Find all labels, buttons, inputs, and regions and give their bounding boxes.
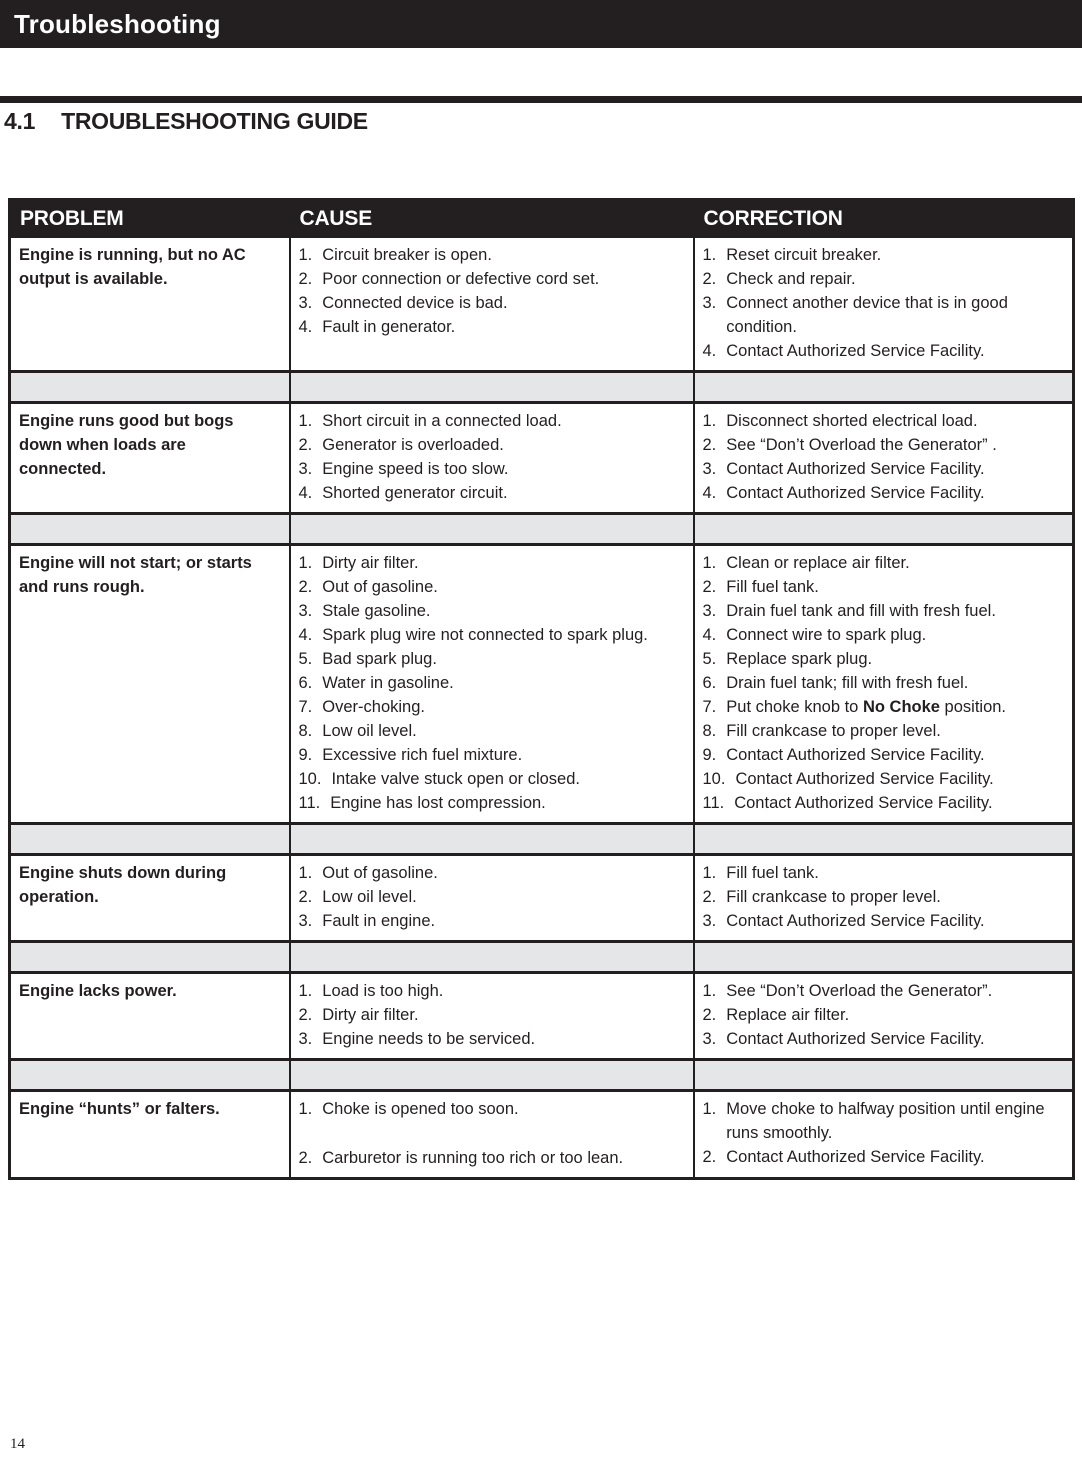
list-item — [299, 267, 685, 291]
cause-cell — [290, 237, 694, 372]
list-item — [703, 647, 1065, 671]
separator-cell — [694, 372, 1074, 403]
list-item — [703, 719, 1065, 743]
list-item — [703, 551, 1065, 575]
list-item-number: 5. — [702, 650, 717, 668]
list-item-text: Contact Authorized Service Facility. — [726, 746, 985, 764]
list-item-text: Out of gasoline. — [322, 578, 438, 596]
list-item — [299, 861, 685, 885]
list-item — [299, 743, 685, 767]
list-item — [299, 767, 685, 791]
list-item — [703, 599, 1065, 623]
list-item-text: Disconnect shorted electrical load. — [726, 412, 978, 430]
list-item — [703, 671, 1065, 695]
list-item-text: Reset circuit breaker. — [726, 246, 882, 264]
separator-cell — [290, 372, 694, 403]
list-item — [703, 409, 1065, 433]
list-item-text: See “Don’t Overload the Generator”. — [726, 982, 993, 1000]
list-item-number: 1. — [298, 412, 313, 430]
correction-cell — [694, 1091, 1074, 1179]
page-header-title: Troubleshooting — [14, 9, 221, 39]
list-item — [299, 885, 685, 909]
separator-cell — [290, 514, 694, 545]
list-item — [299, 791, 685, 815]
problem-cell: Engine will not start; or starts and runs rough. — [10, 545, 290, 824]
section-number: 4.1 — [4, 108, 36, 134]
separator-cell — [694, 942, 1074, 973]
troubleshooting-table — [8, 198, 1075, 1180]
table-row — [10, 545, 1074, 824]
list-item-text: Water in gasoline. — [322, 674, 454, 692]
list-item-text: Contact Authorized Service Facility. — [726, 342, 985, 360]
list-item-number: 2. — [298, 578, 313, 596]
list-item — [299, 551, 685, 575]
list-item-text: Load is too high. — [322, 982, 444, 1000]
problem-cell: Engine “hunts” or falters. — [10, 1091, 290, 1179]
list-item — [299, 457, 685, 481]
list-item-number: 2. — [702, 888, 717, 906]
correction-cell — [694, 403, 1074, 514]
problem-cell: Engine lacks power. — [10, 973, 290, 1060]
separator-row — [10, 824, 1074, 855]
column-header-cause: CAUSE — [290, 200, 694, 238]
list-item-text: Drain fuel tank and fill with fresh fuel. — [726, 602, 996, 620]
separator-cell — [10, 372, 290, 403]
cause-cell — [290, 545, 694, 824]
list-item-number: 8. — [702, 722, 717, 740]
list-item — [703, 885, 1065, 909]
separator-cell — [10, 942, 290, 973]
table-header-row — [10, 200, 1074, 238]
list-item — [703, 267, 1065, 291]
list-item-number: 1. — [702, 864, 717, 882]
list-item-text: Fault in engine. — [322, 912, 436, 930]
list-item-text: Connected device is bad. — [322, 294, 508, 312]
list-item-number: 2. — [702, 270, 717, 288]
list-item-text: Spark plug wire not connected to spark plug. — [322, 626, 648, 644]
list-item-number: 4. — [298, 318, 313, 336]
list-item — [703, 575, 1065, 599]
list-item-text: Contact Authorized Service Facility. — [726, 1148, 985, 1166]
list-item-number: 2. — [702, 436, 717, 454]
list-item-number: 9. — [702, 746, 717, 764]
correction-cell — [694, 237, 1074, 372]
list-item-number: 5. — [298, 650, 313, 668]
list-item — [299, 671, 685, 695]
section-heading — [4, 108, 368, 135]
cause-cell — [290, 855, 694, 942]
list-item — [299, 599, 685, 623]
column-header-problem: PROBLEM — [10, 200, 290, 238]
list-item-text: Bad spark plug. — [322, 650, 437, 668]
list-item-number: 7. — [702, 698, 717, 716]
list-item-text: Low oil level. — [322, 722, 417, 740]
list-item-text: Contact Authorized Service Facility. — [726, 1030, 985, 1048]
list-item-text: Contact Authorized Service Facility. — [726, 460, 985, 478]
separator-row — [10, 372, 1074, 403]
separator-row — [10, 1060, 1074, 1091]
column-header-correction: CORRECTION — [694, 200, 1074, 238]
list-item-text: Carburetor is running too rich or too lean. — [322, 1149, 624, 1167]
list-item-number: 3. — [298, 602, 313, 620]
list-item — [703, 243, 1065, 267]
list-item — [703, 1027, 1065, 1051]
table-row — [10, 855, 1074, 942]
list-item-number: 9. — [298, 746, 313, 764]
list-item-number: 6. — [702, 674, 717, 692]
list-item-text: Contact Authorized Service Facility. — [726, 484, 985, 502]
list-item-text: Move choke to halfway position until engine runs smoothly. — [726, 1100, 1045, 1142]
list-item — [299, 291, 685, 315]
list-item — [703, 481, 1065, 505]
list-item — [299, 1146, 685, 1170]
list-item — [299, 719, 685, 743]
section-title: TROUBLESHOOTING GUIDE — [61, 108, 368, 134]
list-item — [703, 791, 1065, 815]
list-item-number: 3. — [702, 912, 717, 930]
cause-cell — [290, 1091, 694, 1179]
list-item-text: Excessive rich fuel mixture. — [322, 746, 523, 764]
list-item-text: Contact Authorized Service Facility. — [734, 794, 993, 812]
separator-cell — [10, 824, 290, 855]
list-item-number: 3. — [702, 294, 717, 312]
separator-cell — [290, 824, 694, 855]
list-item-number: 3. — [702, 460, 717, 478]
list-item — [299, 433, 685, 457]
list-item-number: 4. — [298, 484, 313, 502]
correction-cell — [694, 855, 1074, 942]
list-item-number: 3. — [298, 460, 313, 478]
separator-row — [10, 514, 1074, 545]
list-item-text: Fill crankcase to proper level. — [726, 722, 941, 740]
list-item — [299, 909, 685, 933]
list-item-text: Dirty air filter. — [322, 554, 419, 572]
list-item-text: Drain fuel tank; fill with fresh fuel. — [726, 674, 969, 692]
table-row — [10, 237, 1074, 372]
list-item-number: 2. — [298, 436, 313, 454]
list-item — [299, 481, 685, 505]
list-item-number: 3. — [702, 1030, 717, 1048]
list-item-number: 2. — [702, 1148, 717, 1166]
list-item-number: 1. — [298, 246, 313, 264]
list-item-text: Check and repair. — [726, 270, 856, 288]
list-item — [299, 647, 685, 671]
table-body — [10, 237, 1074, 1179]
list-item — [703, 767, 1065, 791]
list-item-number: 11. — [298, 794, 321, 812]
list-item-text: Contact Authorized Service Facility. — [735, 770, 994, 788]
list-item-text: Shorted generator circuit. — [322, 484, 508, 502]
list-item — [299, 243, 685, 267]
list-item — [299, 409, 685, 433]
list-item — [703, 1097, 1065, 1145]
list-item-number: 2. — [298, 1006, 313, 1024]
list-item-text: Over-choking. — [322, 698, 425, 716]
separator-cell — [10, 1060, 290, 1091]
page-number: 14 — [10, 1436, 25, 1452]
list-item-text: Stale gasoline. — [322, 602, 431, 620]
list-item-text: Connect another device that is in good condition. — [726, 294, 1008, 336]
separator-cell — [290, 1060, 694, 1091]
problem-cell: Engine runs good but bogs down when loads are connected. — [10, 403, 290, 514]
section-divider-rule — [0, 96, 1082, 103]
separator-cell — [10, 514, 290, 545]
list-item — [703, 909, 1065, 933]
list-item-number: 6. — [298, 674, 313, 692]
list-item-text: Engine speed is too slow. — [322, 460, 509, 478]
list-item-text: Intake valve stuck open or closed. — [331, 770, 580, 788]
list-item — [299, 1097, 685, 1121]
list-item-text: Connect wire to spark plug. — [726, 626, 927, 644]
problem-cell: Engine is running, but no AC output is available. — [10, 237, 290, 372]
list-item-text: Low oil level. — [322, 888, 417, 906]
list-item-number: 4. — [702, 484, 717, 502]
list-item-number: 1. — [298, 982, 313, 1000]
list-item — [299, 1027, 685, 1051]
list-item-text: Circuit breaker is open. — [322, 246, 492, 264]
list-item — [299, 695, 685, 719]
list-item-number: 1. — [702, 246, 717, 264]
correction-cell — [694, 973, 1074, 1060]
list-item-text: Out of gasoline. — [322, 864, 438, 882]
list-item — [299, 575, 685, 599]
list-item — [703, 623, 1065, 647]
list-item-number: 10. — [702, 770, 726, 788]
list-item-number: 1. — [702, 412, 717, 430]
list-item-text: Fault in generator. — [322, 318, 456, 336]
list-item-number: 1. — [298, 554, 313, 572]
page-header-bar — [0, 0, 1082, 48]
separator-row — [10, 942, 1074, 973]
table-row — [10, 403, 1074, 514]
list-item-text: Generator is overloaded. — [322, 436, 504, 454]
list-item-number: 2. — [702, 578, 717, 596]
list-item — [299, 315, 685, 339]
separator-cell — [290, 942, 694, 973]
list-item-number: 1. — [298, 864, 313, 882]
list-item — [703, 339, 1065, 363]
problem-cell: Engine shuts down during operation. — [10, 855, 290, 942]
list-item — [703, 291, 1065, 339]
separator-cell — [694, 1060, 1074, 1091]
list-item-text: See “Don’t Overload the Generator” . — [726, 436, 997, 454]
list-item-number: 7. — [298, 698, 313, 716]
list-item-number: 11. — [702, 794, 725, 812]
list-item-text: Poor connection or defective cord set. — [322, 270, 600, 288]
list-item-number: 1. — [702, 982, 717, 1000]
list-item — [703, 1145, 1065, 1169]
list-item-number: 1. — [702, 554, 717, 572]
list-item-number: 1. — [298, 1100, 313, 1118]
separator-cell — [694, 824, 1074, 855]
list-item-number: 8. — [298, 722, 313, 740]
list-item — [703, 1003, 1065, 1027]
list-item — [703, 457, 1065, 481]
list-item — [703, 861, 1065, 885]
list-item — [299, 979, 685, 1003]
list-item-text: Choke is opened too soon. — [322, 1100, 519, 1118]
list-item-text: Contact Authorized Service Facility. — [726, 912, 985, 930]
list-item-number: 4. — [702, 626, 717, 644]
list-item-text: Engine has lost compression. — [330, 794, 546, 812]
list-item-text: Replace air filter. — [726, 1006, 850, 1024]
correction-cell — [694, 545, 1074, 824]
list-item-number: 4. — [298, 626, 313, 644]
list-item — [299, 1003, 685, 1027]
list-item-text: Replace spark plug. — [726, 650, 873, 668]
list-item — [703, 695, 1065, 719]
list-item-number: 4. — [702, 342, 717, 360]
table-row — [10, 973, 1074, 1060]
list-item-text: Fill fuel tank. — [726, 578, 819, 596]
list-item — [703, 433, 1065, 457]
cause-cell — [290, 973, 694, 1060]
list-item-number: 2. — [298, 270, 313, 288]
list-item-text: Dirty air filter. — [322, 1006, 419, 1024]
list-item-number: 2. — [298, 888, 313, 906]
separator-cell — [694, 514, 1074, 545]
list-item-number: 2. — [702, 1006, 717, 1024]
list-item-text: Short circuit in a connected load. — [322, 412, 562, 430]
table-row — [10, 1091, 1074, 1179]
list-item-text: Engine needs to be serviced. — [322, 1030, 536, 1048]
list-item — [703, 979, 1065, 1003]
list-item-text: Put choke knob to No Choke position. — [726, 698, 1007, 716]
list-item-text: Fill fuel tank. — [726, 864, 819, 882]
list-item-number: 3. — [298, 1030, 313, 1048]
list-item-number: 3. — [298, 912, 313, 930]
list-item-text: Clean or replace air filter. — [726, 554, 910, 572]
list-item-number: 1. — [702, 1100, 717, 1118]
list-item — [703, 743, 1065, 767]
list-item — [299, 623, 685, 647]
list-item-number: 2. — [298, 1149, 313, 1167]
list-item-text: Fill crankcase to proper level. — [726, 888, 941, 906]
list-item-number: 3. — [702, 602, 717, 620]
list-item-number: 10. — [298, 770, 322, 788]
list-item-number: 3. — [298, 294, 313, 312]
cause-cell — [290, 403, 694, 514]
